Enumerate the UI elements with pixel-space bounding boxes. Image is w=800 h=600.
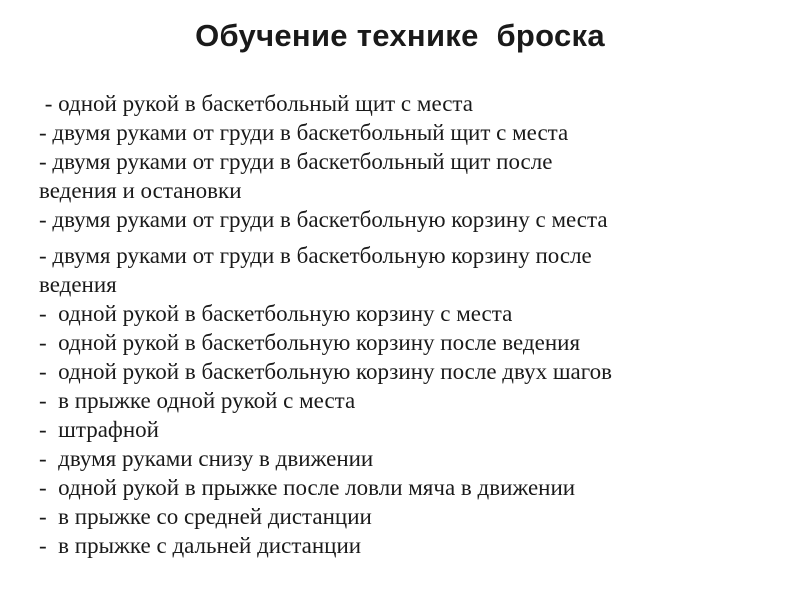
list-line: - одной рукой в баскетбольную корзину с места — [39, 301, 513, 326]
list-line: - в прыжке со средней дистанции — [39, 504, 372, 529]
slide-title: Обучение технике броска — [195, 18, 605, 53]
list-line: - двумя руками снизу в движении — [39, 446, 374, 471]
list-line: - одной рукой в баскетбольный щит с места — [39, 91, 473, 116]
list-line: - двумя руками от груди в баскетбольный щит с места — [39, 120, 569, 145]
list-line: - двумя руками от груди в баскетбольную корзину с места — [39, 207, 608, 232]
list-line: - одной рукой в прыжке после ловли мяча в движении — [39, 475, 576, 500]
list-line: - одной рукой в баскетбольную корзину после ведения — [39, 330, 581, 355]
list-line: ведения и остановки — [39, 178, 242, 203]
list-line: - двумя руками от груди в баскетбольный щит после — [39, 149, 553, 174]
list-line: - в прыжке с дальней дистанции — [39, 533, 362, 558]
list-line: - одной рукой в баскетбольную корзину после двух шагов — [39, 359, 612, 384]
list-line: - двумя руками от груди в баскетбольную корзину после — [39, 243, 592, 268]
list-line: ведения — [39, 272, 117, 297]
list-line: - штрафной — [39, 417, 159, 442]
list-line: - в прыжке одной рукой с места — [39, 388, 356, 413]
